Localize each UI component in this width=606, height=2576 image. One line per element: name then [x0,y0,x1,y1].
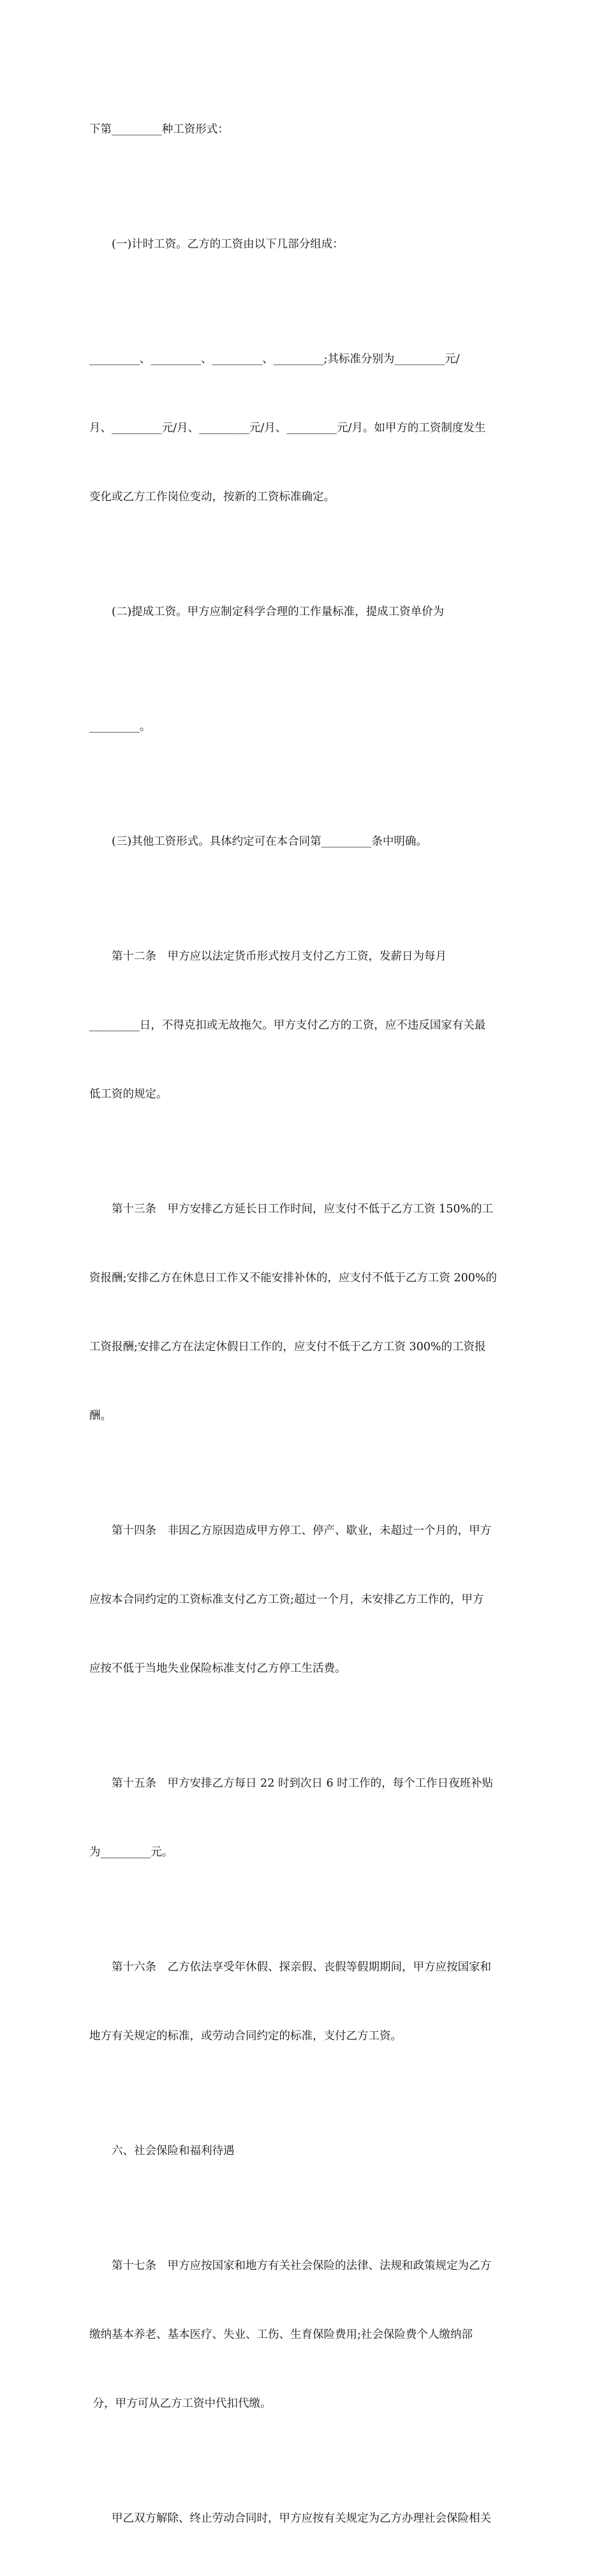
text-line: 应按本合同约定的工资标准支付乙方工资;超过一个月，未安排乙方工作的，甲方 [89,1593,484,1606]
text-line: 下第_________种工资形式： [89,123,229,136]
text-line: (二)提成工资。甲方应制定科学合理的工作量标准，提成工资单价为 [112,606,445,618]
text-line: 应按不低于当地失业保险标准支付乙方停工生活费。 [89,1662,346,1675]
text-line: 酬。 [89,1410,112,1422]
article-16 [89,1910,520,2094]
paragraph-commission-unit-price [89,669,520,784]
text-line: _________。 [89,720,151,733]
paragraph-other-wage [89,784,520,899]
text-line: 第十五条 甲方安排乙方每日 22 时到次日 6 时工作的，每个工作日夜班补贴 [112,1777,494,1790]
paragraph-wage-form-choice [89,72,520,187]
paragraph-time-wage-standards [89,302,520,555]
paragraph-time-wage [89,187,520,302]
paragraph-commission-wage [89,555,520,669]
article-15 [89,1726,520,1910]
text-line: 工资报酬;安排乙方在法定休假日工作的，应支付不低于乙方工资 300%的工资报 [89,1341,486,1353]
text-line: _________、_________、_________、_________;其标准分别为_________元/ [89,353,460,366]
text-line: 第十七条 甲方应按国家和地方有关社会保险的法律、法规和政策规定为乙方 [112,2260,491,2272]
article-13 [89,1152,520,1473]
text-line: 第十三条 甲方安排乙方延长日工作时间，应支付不低于乙方工资 150%的工 [112,1203,494,1216]
text-line: 六、社会保险和福利待遇 [112,2145,235,2157]
text-line: 变化或乙方工作岗位变动，按新的工资标准确定。 [89,491,335,503]
text-line: 缴纳基本养老、基本医疗、失业、工伤、生育保险费用;社会保险费个人缴纳部 [89,2328,473,2341]
text-line: 第十四条 非因乙方原因造成甲方停工、停产、歇业，未超过一个月的，甲方 [112,1524,491,1537]
text-line: 月、_________元/月、_________元/月、_________元/月。如甲方的工资制度发生 [89,422,486,435]
article-12 [89,899,520,1152]
section-heading-social-insurance [89,2094,520,2208]
text-line: 第十六条 乙方依法享受年休假、探亲假、丧假等假期期间，甲方应按国家和 [112,1961,491,1974]
paragraph-termination-insurance [89,2461,520,2576]
text-line: 地方有关规定的标准，或劳动合同约定的标准，支付乙方工资。 [89,2030,402,2043]
document-body [89,72,520,2576]
text-line: 为_________元。 [89,1846,174,1859]
text-line: _________日，不得克扣或无故拖欠。甲方支付乙方的工资，应不违反国家有关最 [89,1019,486,1032]
text-line: (三)其他工资形式。具体约定可在本合同第_________条中明确。 [112,835,427,848]
text-line: 第十二条 甲方应以法定货币形式按月支付乙方工资，发薪日为每月 [112,950,447,963]
text-line: 低工资的规定。 [89,1088,168,1101]
text-line: 分，甲方可从乙方工资中代扣代缴。 [89,2397,272,2410]
text-line: (一)计时工资。乙方的工资由以下几部分组成： [112,238,344,251]
text-line: 资报酬;安排乙方在休息日工作又不能安排补休的，应支付不低于乙方工资 200%的 [89,1272,497,1284]
article-17 [89,2208,520,2461]
text-line: 甲乙双方解除、终止劳动合同时，甲方应按有关规定为乙方办理社会保险相关 [112,2512,491,2525]
article-14 [89,1473,520,1726]
